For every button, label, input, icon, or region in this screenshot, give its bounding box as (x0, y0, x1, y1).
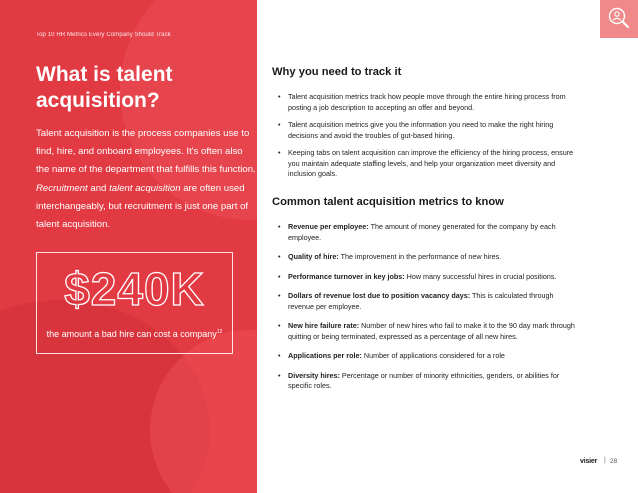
page-title: What is talent acquisition? (36, 63, 173, 112)
stat-value: $240K (64, 263, 205, 315)
list-item: • Talent acquisition metrics give you the information you need to make the right hiring decisions and avoid the troubles of gut-based hiring. (278, 120, 578, 141)
list-item: • Performance turnover in key jobs: How many successful hires in crucial positions. (278, 272, 578, 283)
footnote-marker: 12 (216, 329, 223, 335)
list-item: • Diversity hires: Percentage or number of minority ethnicities, genders, or abilities for specific roles. (278, 371, 578, 392)
document-title: Top 10 HR Metrics Every Company Should Track (36, 32, 171, 38)
list-item: • New hire failure rate: Number of new hires who fail to make it to the 90 day mark through quitting or being terminated, expressed as a percentage of all new hires. (278, 321, 578, 342)
list-item: • Keeping tabs on talent acquisition can improve the efficiency of the hiring process, ensure you maintain adequate staffing levels, and help your organization meet diversity and inclusion goals. (278, 148, 578, 180)
intro-paragraph: Talent acquisition is the process companies use to find, hire, and onboard employees. It's often also the name of the department that fulfills this function. Recruitment and talent acquisition are often used interchangeably, but recruitment is just one part of talent acquisition. (36, 128, 256, 231)
list-item: • Quality of hire: The improvement in the performance of new hires. (278, 252, 578, 263)
search-person-icon (600, 0, 638, 38)
page-number: 28 (610, 458, 618, 465)
footer-divider: | (604, 457, 606, 464)
metrics-list (278, 222, 578, 392)
list-item: • Revenue per employee: The amount of money generated for the company by each employee. (278, 222, 578, 243)
section-title-metrics: Common talent acquisition metrics to know (272, 196, 504, 208)
brand-logo: visier (580, 458, 598, 465)
list-item: • Applications per role: Number of applications considered for a role (278, 351, 578, 362)
list-item: • Dollars of revenue lost due to position vacancy days: This is calculated through revenue per employee. (278, 291, 578, 312)
why-list (278, 92, 578, 180)
stat-callout (36, 252, 233, 354)
stat-label: the amount a bad hire can cost a company$^{12}$ (46, 329, 223, 339)
section-title-why: Why you need to track it (272, 66, 402, 78)
list-item: • Talent acquisition metrics track how people move through the entire hiring process from posting a job description to accepting an offer and beyond. (278, 92, 578, 113)
